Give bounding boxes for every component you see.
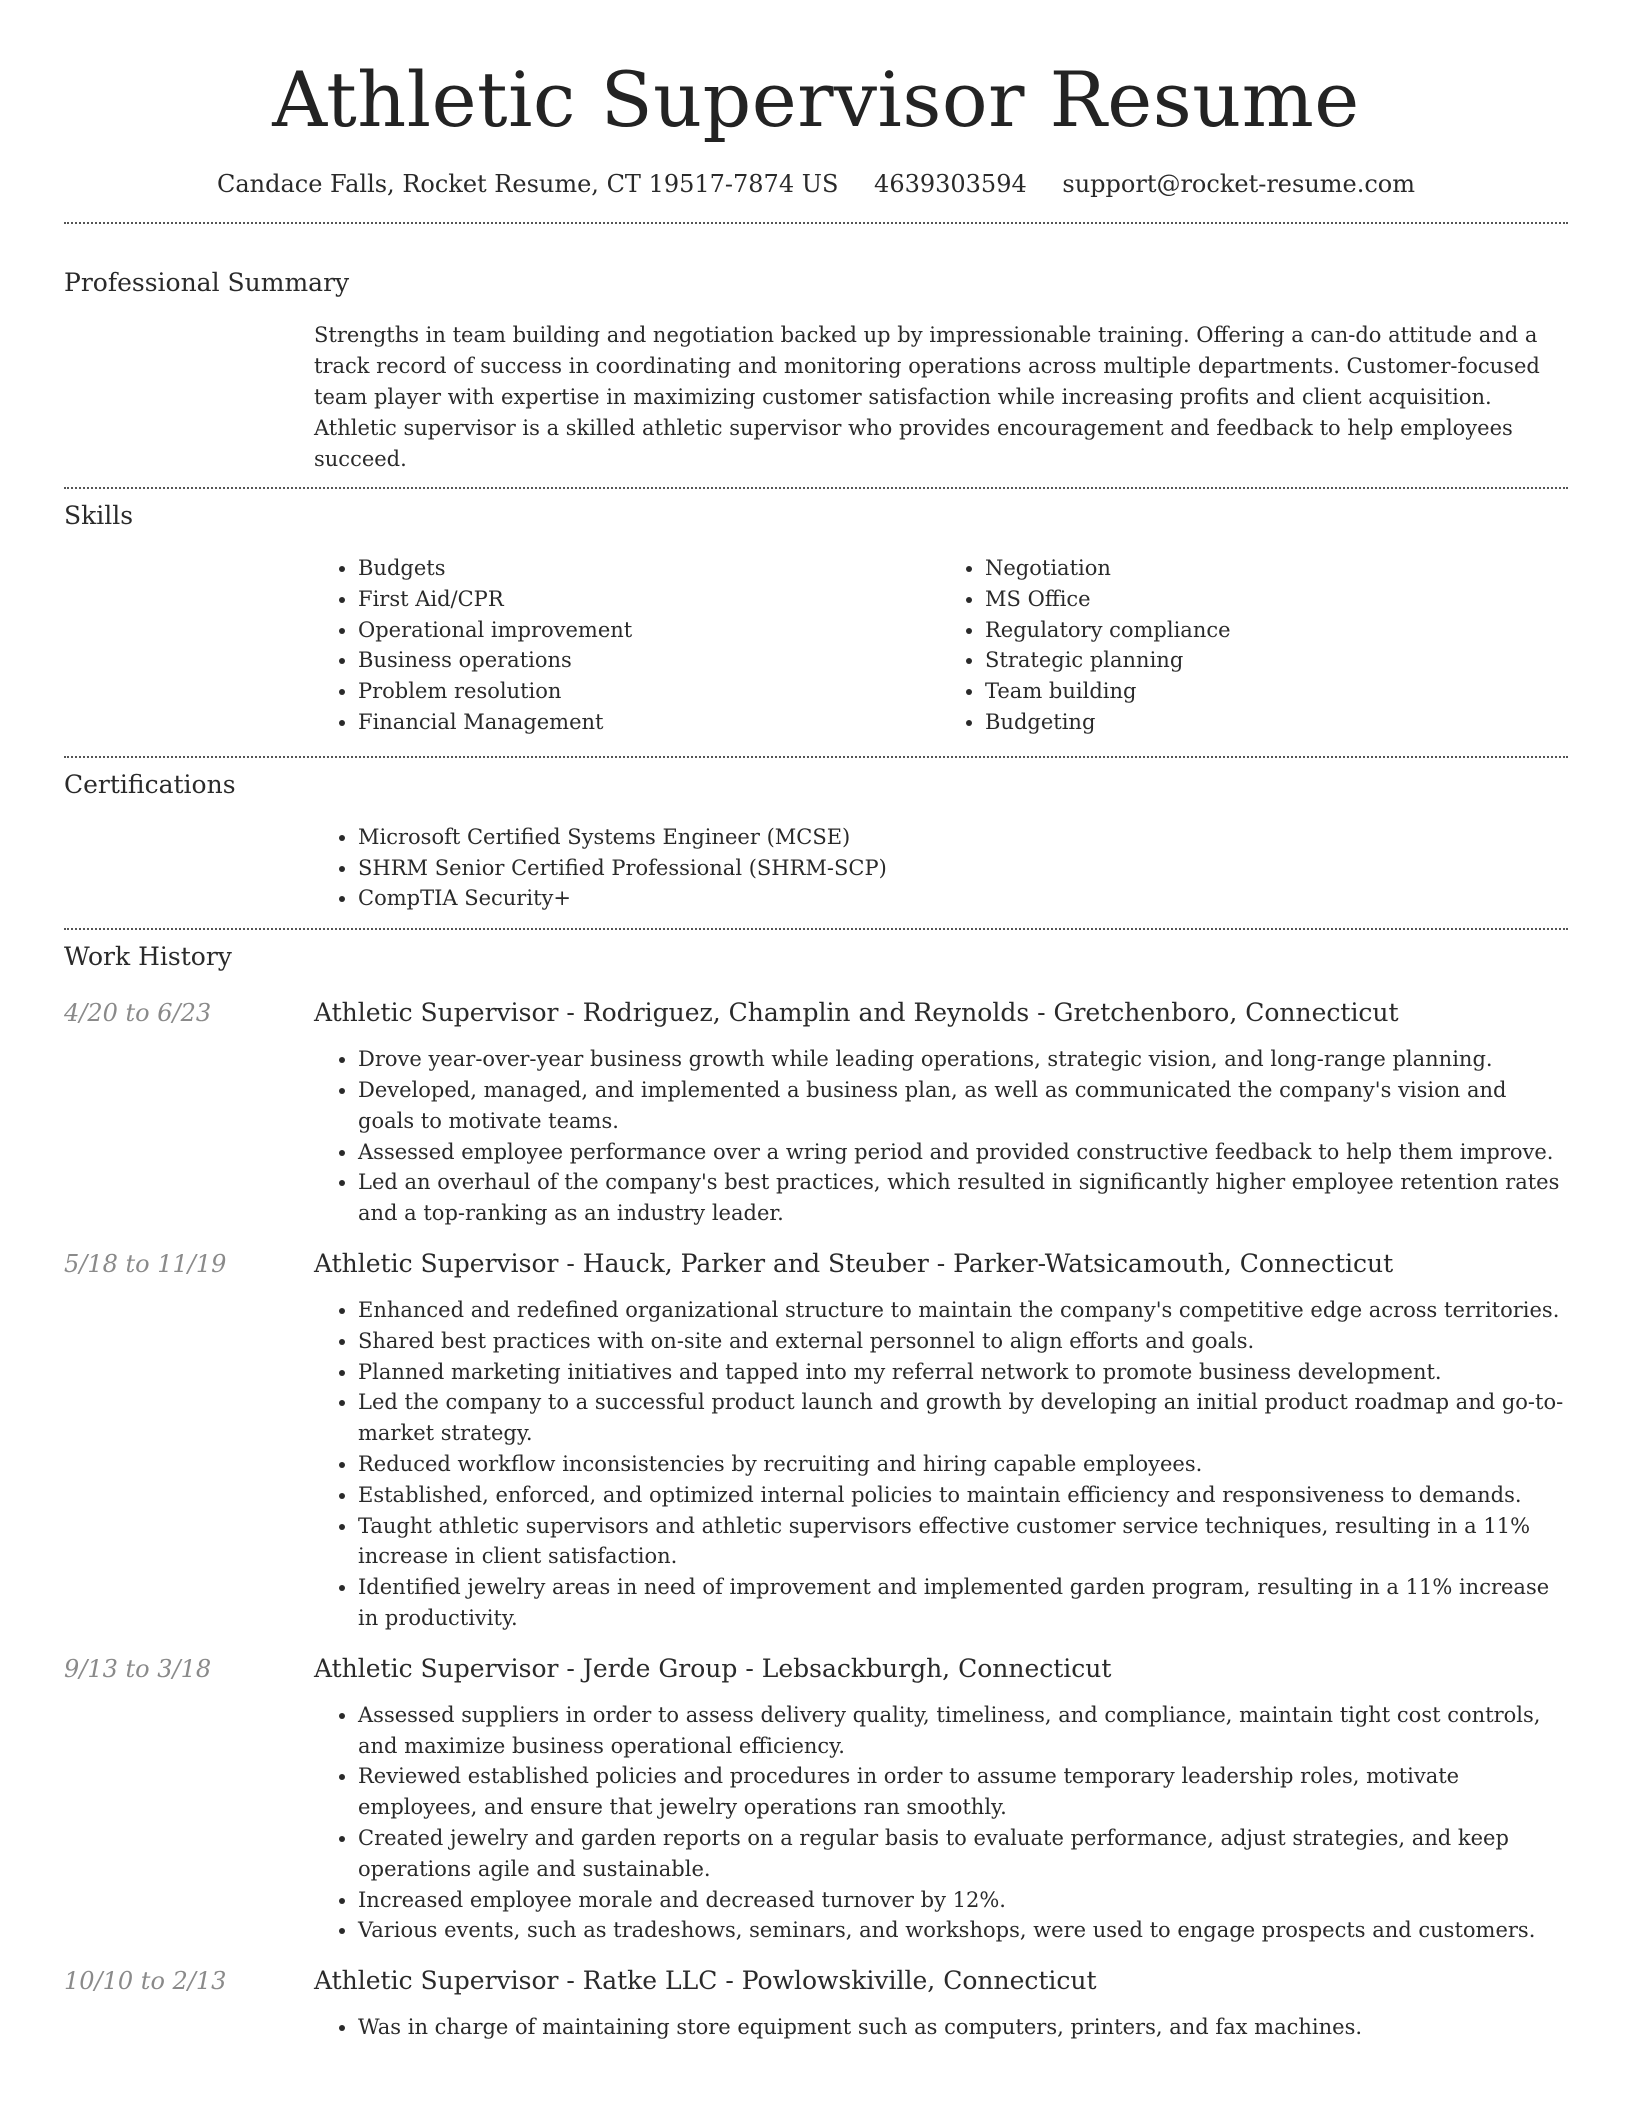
certifications-heading: Certifications <box>64 769 236 799</box>
certifications-content <box>314 822 1568 914</box>
job-title: Athletic Supervisor - Jerde Group - Lebsackburgh, Connecticut <box>314 1653 1112 1683</box>
certifications-list <box>314 822 1568 914</box>
list-item: • Operational improvement <box>358 615 941 646</box>
job-entry <box>64 1247 1568 1634</box>
list-item: • SHRM Senior Certified Professional (SHRM-SCP) <box>358 853 1568 884</box>
skills-list-left <box>314 553 941 738</box>
divider <box>64 756 1568 758</box>
job-date: 5/18 to 11/19 <box>64 1249 227 1278</box>
list-item: • Team building <box>985 676 1568 707</box>
list-item: • Strategic planning <box>985 645 1568 676</box>
contact-email: support@rocket-resume.com <box>1062 170 1416 198</box>
job-header <box>64 1964 1568 1998</box>
certifications-section <box>64 768 1568 914</box>
job-title: Athletic Supervisor - Ratke LLC - Powlowskiville, Connecticut <box>314 1966 1097 1996</box>
skills-heading: Skills <box>64 501 134 530</box>
list-item: • Developed, managed, and implemented a business plan, as well as communicated the company's vision and goals to motivate teams. <box>358 1075 1568 1137</box>
resume-page <box>64 0 1568 2043</box>
list-item: • Taught athletic supervisors and athletic supervisors effective customer service techniques, resulting in a 11% increase in client satisfaction. <box>358 1511 1568 1573</box>
work-section <box>64 940 1568 2043</box>
list-item: • Assessed suppliers in order to assess delivery quality, timeliness, and compliance, maintain tight cost controls, and maximize business operational efficiency. <box>358 1700 1568 1762</box>
list-item: • Business operations <box>358 645 941 676</box>
summary-content <box>314 320 1568 475</box>
list-item: • Shared best practices with on-site and external personnel to align efforts and goals. <box>358 1326 1568 1357</box>
job-header <box>64 1652 1568 1686</box>
summary-text: Strengths in team building and negotiation backed up by impressionable training. Offering a can-do attitude and a track record of success in coordinating and monitoring operations across multiple departments. Customer-focused team player with expertise in maximizing customer satisfaction while increasing profits and client acquisition. Athletic supervisor is a skilled athletic supervisor who provides encouragement and feedback to help employees succeed. <box>314 323 1540 471</box>
contact-address: Candace Falls, Rocket Resume, CT 19517-7874 US <box>216 170 839 198</box>
summary-heading: Professional Summary <box>64 268 350 297</box>
contact-line <box>64 168 1568 200</box>
list-item: • Was in charge of maintaining store equipment such as computers, printers, and fax machines. <box>358 2012 1568 2043</box>
list-item: • Financial Management <box>358 707 941 738</box>
skills-list-right <box>941 553 1568 738</box>
job-date: 10/10 to 2/13 <box>64 1967 227 1996</box>
contact-phone: 4639303594 <box>874 170 1027 198</box>
list-item: • Budgets <box>358 553 941 584</box>
list-item: • Increased employee morale and decreased turnover by 12%. <box>358 1885 1568 1916</box>
work-heading: Work History <box>64 942 232 972</box>
list-item: • Led an overhaul of the company's best practices, which resulted in significantly higher employee retention rates and a top-ranking as an industry leader. <box>358 1167 1568 1229</box>
list-item: • Established, enforced, and optimized internal policies to maintain efficiency and responsiveness to demands. <box>358 1480 1568 1511</box>
job-entry <box>64 1964 1568 2043</box>
list-item: • Drove year-over-year business growth while leading operations, strategic vision, and long-range planning. <box>358 1044 1568 1075</box>
list-item: • Created jewelry and garden reports on a regular basis to evaluate performance, adjust strategies, and keep operations agile and sustainable. <box>358 1823 1568 1885</box>
job-bullets <box>314 1700 1568 1946</box>
list-item: • Budgeting <box>985 707 1568 738</box>
job-date: 4/20 to 6/23 <box>64 999 212 1028</box>
list-item: • Led the company to a successful product launch and growth by developing an initial product roadmap and go-to-market strategy. <box>358 1387 1568 1449</box>
job-header <box>64 1247 1568 1281</box>
job-date: 9/13 to 3/18 <box>64 1654 212 1683</box>
list-item: • Microsoft Certified Systems Engineer (MCSE) <box>358 822 1568 853</box>
list-item: • Regulatory compliance <box>985 615 1568 646</box>
job-bullets <box>314 1295 1568 1634</box>
list-item: • Identified jewelry areas in need of improvement and implemented garden program, resulting in a 11% increase in productivity. <box>358 1572 1568 1634</box>
skills-grid <box>314 553 1568 738</box>
job-title: Athletic Supervisor - Rodriguez, Champlin and Reynolds - Gretchenboro, Connecticut <box>314 998 1399 1028</box>
divider <box>64 487 1568 489</box>
job-title: Athletic Supervisor - Hauck, Parker and Steuber - Parker-Watsicamouth, Connecticut <box>314 1248 1394 1278</box>
job-header <box>64 996 1568 1030</box>
list-item: • Planned marketing initiatives and tapped into my referral network to promote business development. <box>358 1357 1568 1388</box>
divider <box>64 928 1568 930</box>
job-entry <box>64 996 1568 1229</box>
job-entry <box>64 1652 1568 1946</box>
list-item: • Assessed employee performance over a wring period and provided constructive feedback to help them improve. <box>358 1137 1568 1168</box>
skills-section <box>64 499 1568 738</box>
list-item: • MS Office <box>985 584 1568 615</box>
list-item: • Various events, such as tradeshows, seminars, and workshops, were used to engage prospects and customers. <box>358 1915 1568 1946</box>
skills-content <box>314 553 1568 738</box>
list-item: • Reduced workflow inconsistencies by recruiting and hiring capable employees. <box>358 1449 1568 1480</box>
summary-section <box>64 266 1568 475</box>
job-bullets <box>314 2012 1568 2043</box>
divider <box>64 222 1568 224</box>
list-item: • Enhanced and redefined organizational structure to maintain the company's competitive edge across territories. <box>358 1295 1568 1326</box>
job-bullets <box>314 1044 1568 1229</box>
list-item: • First Aid/CPR <box>358 584 941 615</box>
list-item: • Negotiation <box>985 553 1568 584</box>
list-item: • CompTIA Security+ <box>358 883 1568 914</box>
list-item: • Problem resolution <box>358 676 941 707</box>
page-title: Athletic Supervisor Resume <box>272 55 1360 144</box>
list-item: • Reviewed established policies and procedures in order to assume temporary leadership roles, motivate employees, and ensure that jewelry operations ran smoothly. <box>358 1761 1568 1823</box>
